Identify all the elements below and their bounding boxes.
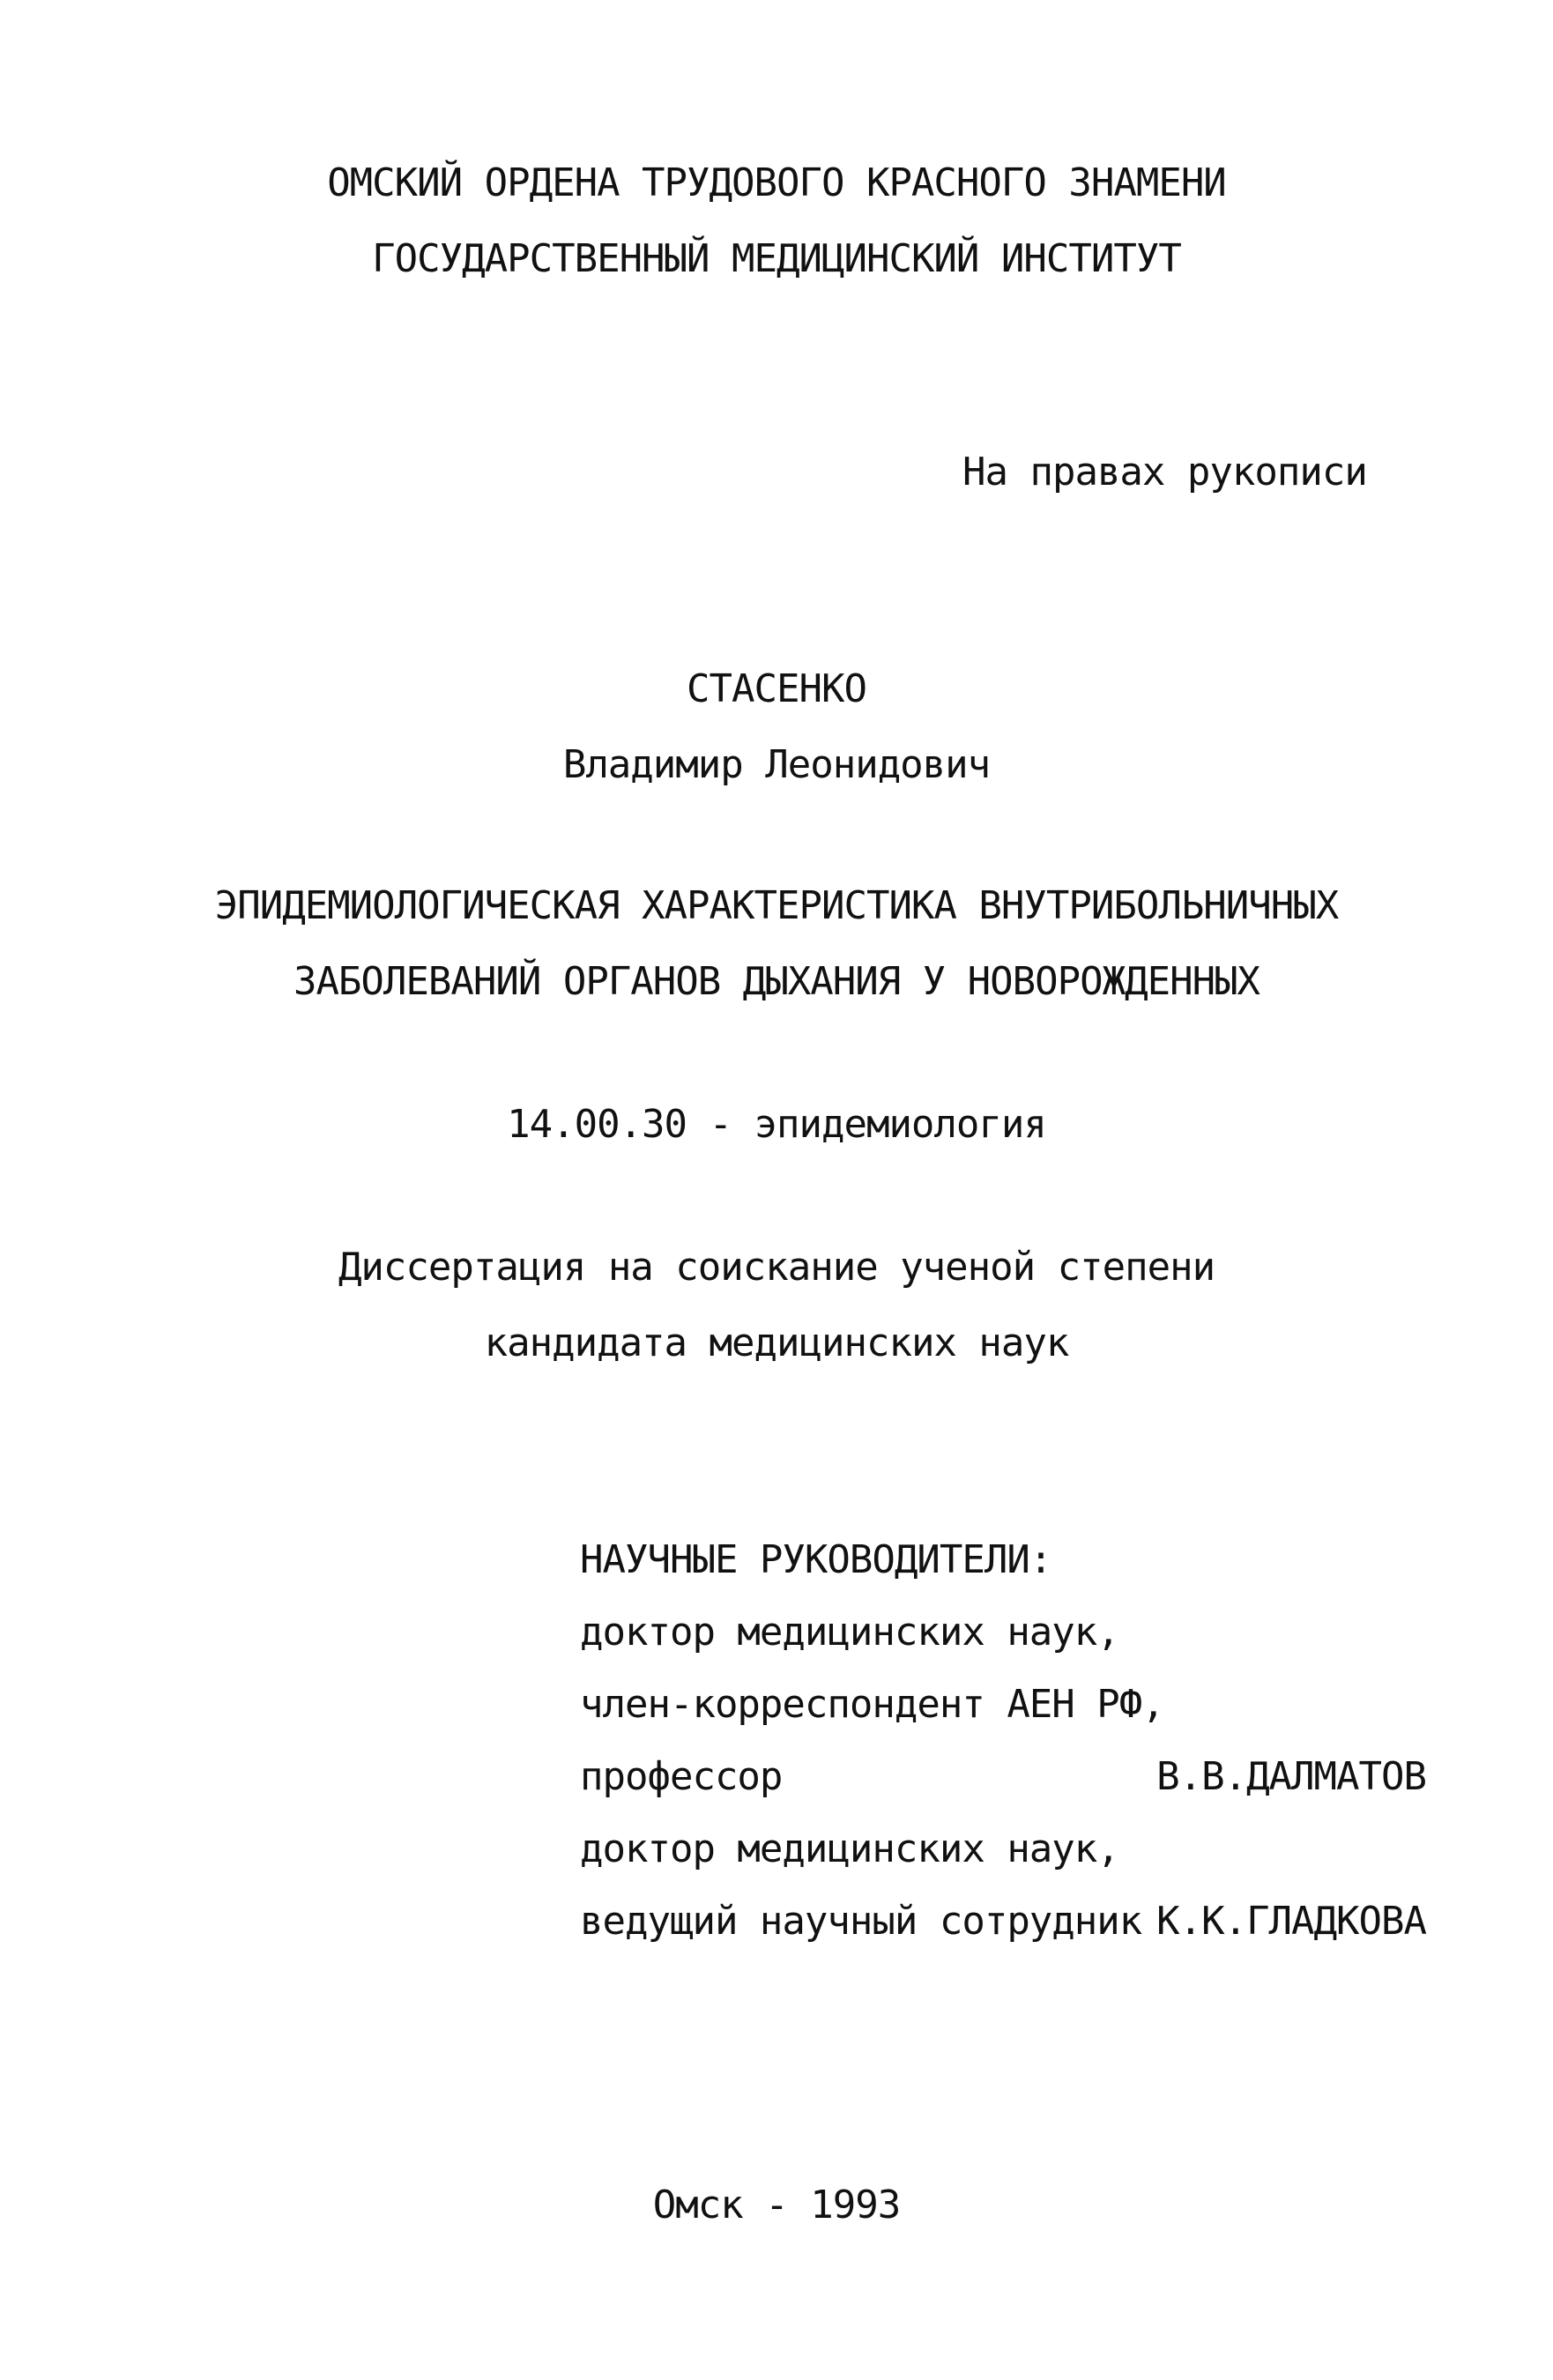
- supervisor-2-title-row: [580, 1899, 1426, 1945]
- place-year: Омск - 1993: [652, 2183, 901, 2228]
- specialty-code: 14.00.30 - эпидемиология: [507, 1102, 1046, 1147]
- title-line-1: ЭПИДЕМИОЛОГИЧЕСКАЯ ХАРАКТЕРИСТИКА ВНУТРИБОЛЬНИЧНЫХ: [214, 883, 1339, 928]
- supervisor-1-title-row: [580, 1754, 1426, 1800]
- institution-line-2: ГОСУДАРСТВЕННЫЙ МЕДИЦИНСКИЙ ИНСТИТУТ: [372, 236, 1181, 281]
- supervisor-1-name: В.В.ДАЛМАТОВ: [1156, 1754, 1426, 1799]
- author-surname: СТАСЕНКО: [687, 666, 866, 711]
- author-given-names: Владимир Леонидович: [562, 742, 991, 787]
- title-line-2: ЗАБОЛЕВАНИЙ ОРГАНОВ ДЫХАНИЯ У НОВОРОЖДЕННЫХ: [293, 959, 1260, 1004]
- supervisors-heading: НАУЧНЫЕ РУКОВОДИТЕЛИ:: [580, 1537, 1052, 1582]
- institution-line-1: ОМСКИЙ ОРДЕНА ТРУДОВОГО КРАСНОГО ЗНАМЕНИ: [327, 160, 1226, 205]
- supervisor-2-position: ведущий научный сотрудник: [580, 1899, 1142, 1944]
- supervisor-1-membership: член-корреспондент АЕН РФ,: [580, 1682, 1164, 1727]
- manuscript-note: На правах рукописи: [962, 450, 1367, 495]
- supervisor-1-rank: профессор: [580, 1754, 783, 1799]
- supervisor-2-name: К.К.ГЛАДКОВА: [1156, 1899, 1426, 1944]
- degree-line-2: кандидата медицинских наук: [484, 1320, 1069, 1365]
- supervisor-2-degree: доктор медицинских наук,: [580, 1826, 1119, 1871]
- degree-line-1: Диссертация на соискание ученой степени: [338, 1245, 1215, 1290]
- supervisor-1-degree: доктор медицинских наук,: [580, 1610, 1119, 1655]
